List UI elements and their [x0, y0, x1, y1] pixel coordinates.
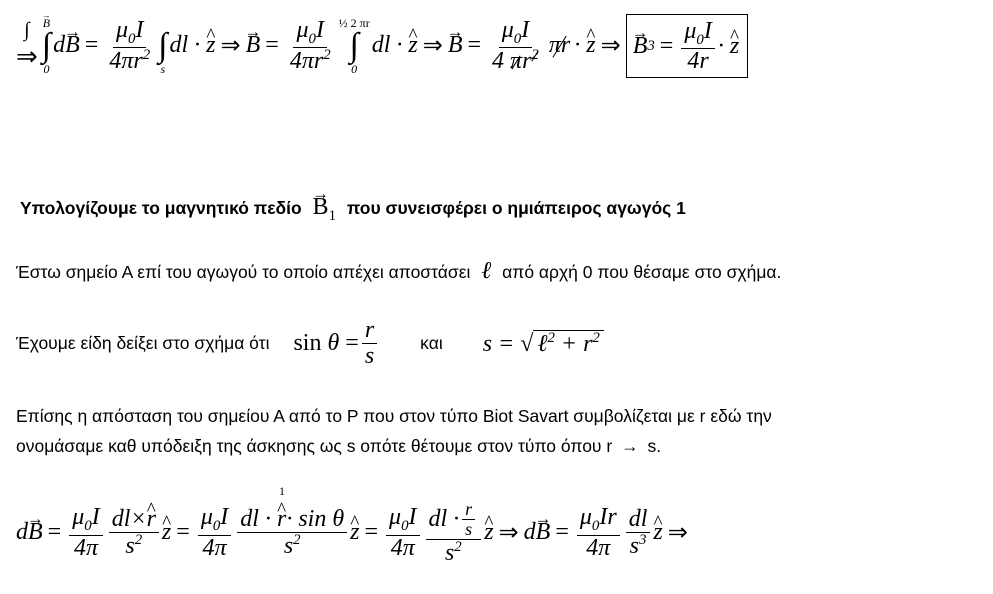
B-vector: → B — [246, 32, 261, 59]
equation-1: ∫ ⇒ → B ∫ 0 d→ B = $\frac{\mu_0I}{4\pi r^2}$ ∫ s dl · ^ z ⇒ → B = $\frac{\mu_0I}{4\pi r^2}$ ½ 2 πr ∫ 0 dl · ^ z ⇒ → B = $\frac{\mu_0I}{4 \pi r^2}$ πr · ^ z ⇒ → B 3 = $\frac{\mu_0I}{4r}$ · ^ z — [14, 14, 748, 78]
prefix-integral: ∫ ⇒ — [16, 19, 38, 72]
cancelled-pi-r: πr — [548, 32, 571, 59]
fraction-cancelled: $\frac{\mu_0I}{4 \pi r^2}$ — [492, 16, 539, 74]
integral-3: ½ 2 πr ∫ 0 — [338, 15, 370, 76]
equation-2: d→ B = $\frac{\mu_0I}{4\pi}$ $\frac{dl\times\^{} r}{s^2}$ ^ z = $\frac{\mu_0I}{4\pi}$ dl · ^ r 1 · sin θ $s^2$ ^ z = $\frac{\mu_0I}{4\pi}$ dl · $\frac{r}{s}$ $s^2$ ^ z ⇒ d→ B = $\frac{\mu_0Ir}{4\pi}$ $\frac{dl}{s^3}$ ^ z ⇒ — [16, 500, 693, 566]
dB-term: d→ B — [53, 32, 80, 59]
fraction-mu-over-4pir2: $\frac{\mu_0I}{4\pi r^2}$ — [109, 16, 151, 74]
paragraph-2: Έχουμε είδη δείξει στο σχήμα ότι sin θ = $\frac{r}{s}$ και s = √ ℓ$^2$ + $r^2$ — [16, 318, 604, 369]
fraction-r-over-s: $\frac{r}{s}$ — [362, 318, 377, 369]
fraction-mu-over-4pir2-2: $\frac{\mu_0I}{4\pi r^2}$ — [289, 16, 331, 74]
section-heading: Υπολογίζουμε το μαγνητικό $\pi\varepsilon\delta ίo \to B_1$ που συνεισφέρει ο ημιάπειρος αγωγός 1 — [20, 194, 686, 225]
paragraph-3-line-2: ονομάσαμε καθ υπόδειξη της άσκησης ως s οπότε θέτουμε στον τύπο όπου r → s. — [16, 436, 662, 456]
result-box: → B 3 = $\frac{\mu_0I}{4r}$ · ^ z — [626, 14, 748, 78]
paragraph-3-line-1: Επίσης η απόσταση του σημείου Α από το Ρ που στον τύπο Biot Savart συμβολίζεται με r εδώ την — [16, 406, 772, 426]
paragraph-1: Έστω σημείο Α επί του αγωγού το οποίο απέχει αποστάσει ℓ από αρχή 0 που θέσαμε στο σχήμα. — [16, 258, 782, 284]
integral-2: ∫ s — [158, 26, 168, 76]
s-equation: s = √ ℓ$^2$ + $r^2$ — [483, 330, 604, 358]
integral-1: → B ∫ 0 — [42, 17, 51, 75]
